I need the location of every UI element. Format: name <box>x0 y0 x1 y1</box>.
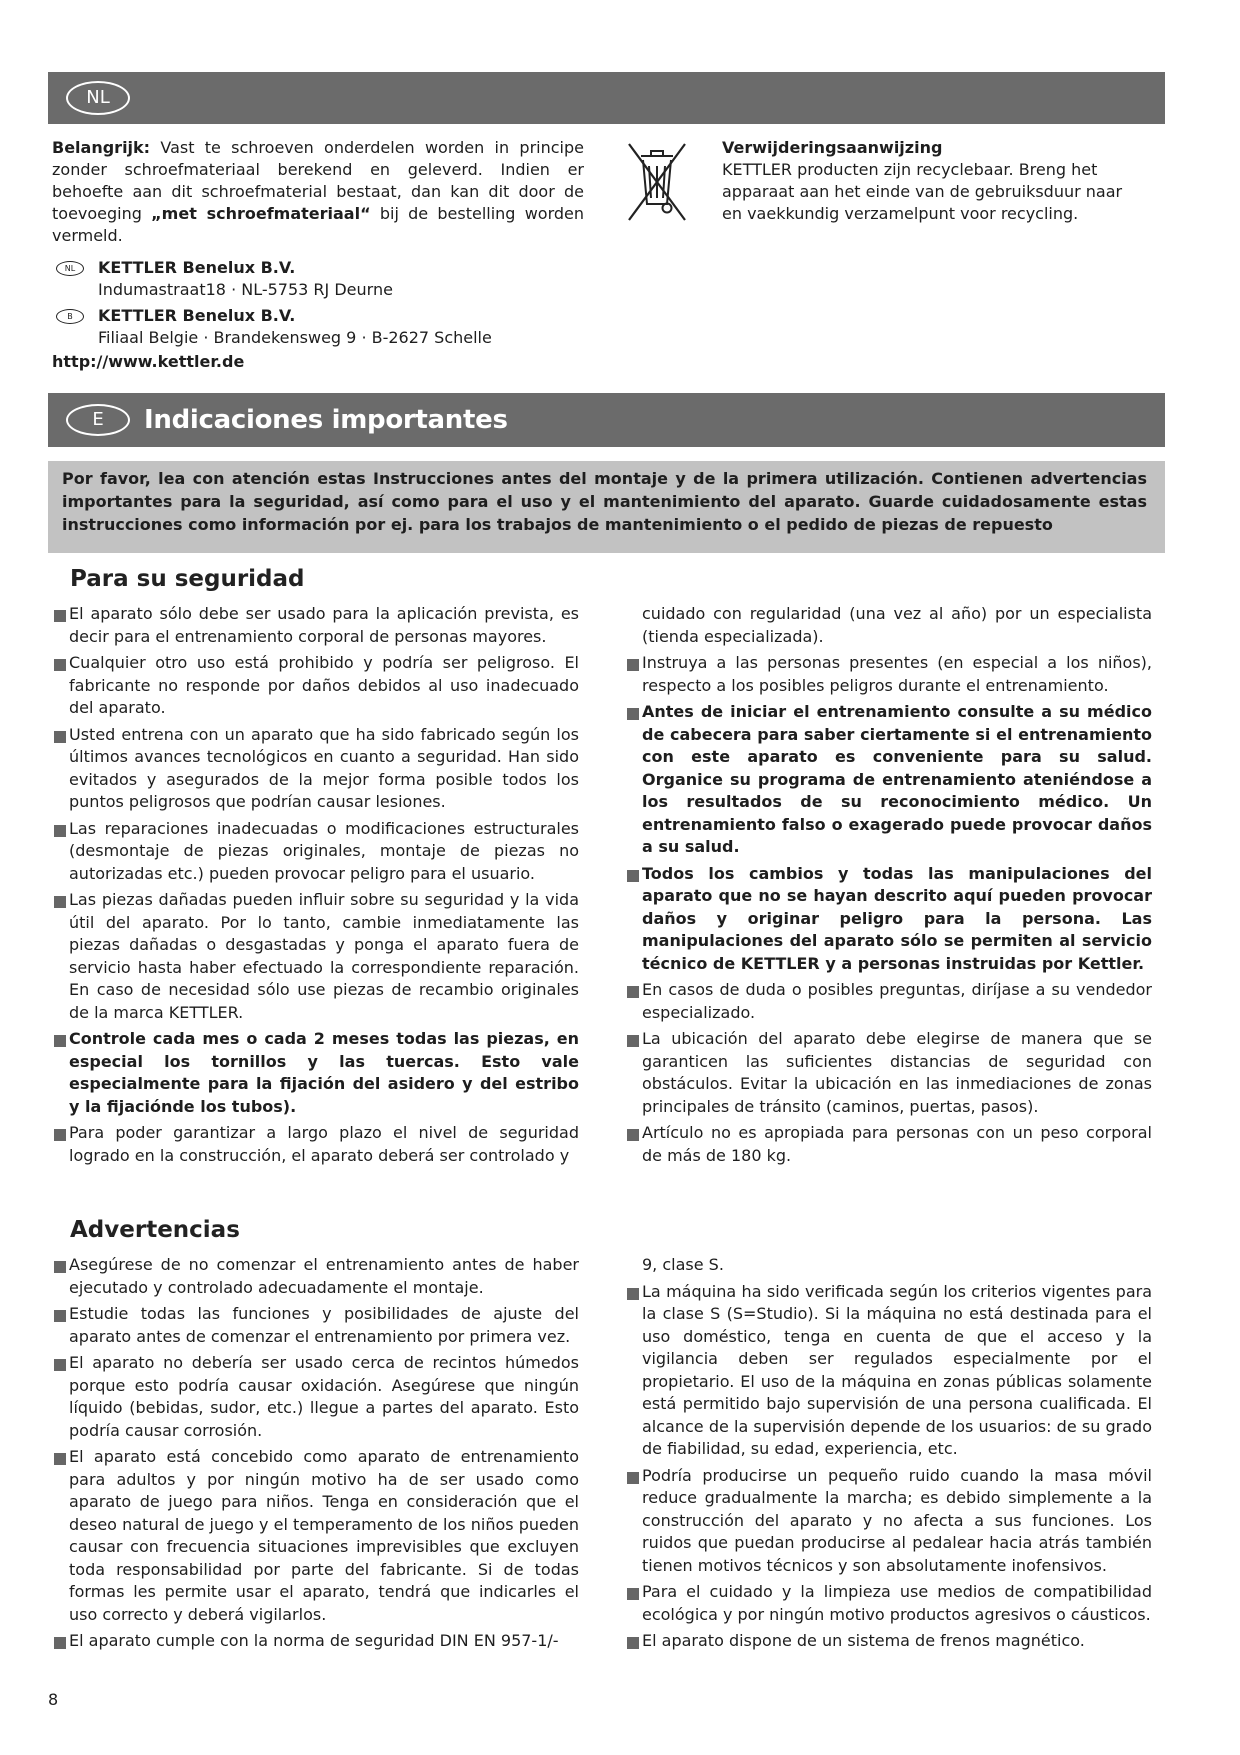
nl-important-label: Belangrijk: <box>52 138 151 157</box>
list-item: Para poder garantizar a largo plazo el nivel de seguridad logrado en la construcción, el aparato deberá ser controlado y <box>52 1122 579 1167</box>
list-item-continuation: cuidado con regularidad (una vez al año) por un especialista (tienda especializada). <box>642 604 1152 646</box>
company-name: KETTLER Benelux B.V. <box>98 258 296 277</box>
list-item: Las reparaciones inadecuadas o modificaciones estructurales (desmontaje de piezas originales, montaje de piezas no autorizadas etc.) pueden provocar peligro para el usuario. <box>52 818 579 886</box>
page-number: 8 <box>48 1690 59 1709</box>
warnings-heading: Advertencias <box>70 1217 240 1243</box>
nl-important-paragraph <box>52 137 584 247</box>
nl-important-text-2: bij de bestelling worden vermeld. <box>52 204 585 245</box>
warnings-left-column <box>52 1254 579 1657</box>
address-nl <box>52 257 584 301</box>
list-item: El aparato cumple con la norma de seguridad DIN EN 957-1/- <box>52 1630 579 1653</box>
company-address: Indumastraat18 · NL-5753 RJ Deurne <box>98 280 393 299</box>
nl-section-header <box>48 72 1165 124</box>
list-item: La máquina ha sido verificada según los criterios vigentes para la clase S (S=Studio). Si la máquina no está destinada para el uso doméstico, tenga en cuenta de que el acceso y la vigilancia deben ser regulados especialmente por el propietario. El uso de la máquina en zonas públicas solamente está permitido bajo supervisión de una persona cualificada. El alcance de la supervisión depende de los usuarios: de su grado de fiabilidad, su edad, experiencia, etc. <box>625 1281 1152 1461</box>
list-item: El aparato dispone de un sistema de frenos magnético. <box>625 1630 1152 1653</box>
list-item: Asegúrese de no comenzar el entrenamiento antes de haber ejecutado y controlado adecuadamente el montaje. <box>52 1254 579 1299</box>
country-badge-b: B <box>56 309 84 324</box>
company-address: Filiaal Belgie · Brandekensweg 9 · B-2627 Schelle <box>98 328 492 347</box>
es-intro-box: Por favor, lea con atención estas Instrucciones antes del montaje y de la primera utilización. Contienen advertencias importantes para la seguridad, así como para el uso y el mantenimiento del aparato. Guarde cuidadosamente estas instrucciones como información por ej. para los trabajos de mantenimiento o el pedido de piezas de repuesto <box>48 461 1165 553</box>
list-item: En casos de duda o posibles preguntas, diríjase a su vendedor especializado. <box>625 979 1152 1024</box>
safety-right-column <box>625 603 1152 1171</box>
warnings-right-column <box>625 1254 1152 1657</box>
list-item: Usted entrena con un aparato que ha sido fabricado según los últimos avances tecnológicos en cuanto a seguridad. Han sido evitados y asegurados de la mejor forma posible todos los puntos peligrosos que podrían causar lesiones. <box>52 724 579 814</box>
es-language-badge: E <box>66 404 130 436</box>
list-item: Controle cada mes o cada 2 meses todas las piezas, en especial los tornillos y las tuercas. Esto vale especialmente para la fijación del asidero y del estribo y la fijaciónde los tubos). <box>52 1028 579 1118</box>
crossed-out-bin-icon <box>627 138 687 224</box>
list-item: Todos los cambios y todas las manipulaciones del aparato que no se hayan descrito aquí pueden provocar daños y originar peligro para la persona. Las manipulaciones del aparato sólo se permiten al servicio técnico de KETTLER y a personas instruidas por Kettler. <box>625 863 1152 976</box>
list-item: Instruya a las personas presentes (en especial a los niños), respecto a los posibles peligros durante el entrenamiento. <box>625 652 1152 697</box>
list-item: Para el cuidado y la limpieza use medios de compatibilidad ecológica y por ningún motivo productos agresivos o cáusticos. <box>625 1581 1152 1626</box>
company-name: KETTLER Benelux B.V. <box>98 306 296 325</box>
country-badge-nl: NL <box>56 261 84 276</box>
list-item: Podría producirse un pequeño ruido cuando la masa móvil reduce gradualmente la marcha; es debido simplemente a la construcción del aparato y no afecta a sus funciones. Los ruidos que puedan producirse al pedalear hacia atrás también tienen motivos técnicos y son absolutamente inofensivos. <box>625 1465 1152 1578</box>
nl-important-text-1: Vast te schroeven onderdelen worden in principe zonder schroefmateriaal berekend en geleverd. Indien er behoefte aan dit schroefmaterial bestaat, dan kan dit door de toevoeging <box>52 138 584 223</box>
list-item: El aparato está concebido como aparato de entrenamiento para adultos y por ningún motivo ha de ser usado como aparato de juego para niños. Tenga en consideración que el deseo natural de juego y el temperamento de los niños pueden causar con frecuencia situaciones imprevisibles que excluyen toda responsabilidad por parte del fabricante. Si de todas formas les permite usar el aparato, tendrá que indicarles el uso correcto y deberá vigilarlos. <box>52 1446 579 1626</box>
website-link[interactable]: http://www.kettler.de <box>52 352 245 371</box>
nl-important-notice <box>52 137 584 373</box>
safety-left-column <box>52 603 579 1171</box>
list-item-continuation: 9, clase S. <box>642 1255 724 1274</box>
es-section-header <box>48 393 1165 447</box>
list-item: Antes de iniciar el entrenamiento consulte a su médico de cabecera para saber ciertamente si el entrenamiento con este aparato es conveniente para su salud. Organice su programa de entrenamiento ateniéndose a los resultados de su reconocimiento médico. Un entrenamiento falso o exagerado puede provocar daños a su salud. <box>625 701 1152 859</box>
disposal-title: Verwijderingsaanwijzing <box>722 138 943 157</box>
list-item: Artículo no es apropiada para personas con un peso corporal de más de 180 kg. <box>625 1122 1152 1167</box>
nl-disposal-notice <box>722 137 1142 225</box>
safety-heading: Para su seguridad <box>70 566 305 592</box>
es-section-title: Indicaciones importantes <box>144 405 508 435</box>
list-item: Cualquier otro uso está prohibido y podría ser peligroso. El fabricante no responde por daños debidos al uso inadecuado del aparato. <box>52 652 579 720</box>
list-item: Estudie todas las funciones y posibilidades de ajuste del aparato antes de comenzar el entrenamiento por primera vez. <box>52 1303 579 1348</box>
address-b <box>52 305 584 349</box>
nl-important-bold: „met schroefmateriaal“ <box>151 204 371 223</box>
nl-language-badge: NL <box>66 81 130 115</box>
nl-address-block <box>52 257 584 373</box>
list-item: El aparato no debería ser usado cerca de recintos húmedos porque esto podría causar oxidación. Asegúrese que ningún líquido (bebidas, sudor, etc.) llegue a partes del aparato. Esto podría causar corrosión. <box>52 1352 579 1442</box>
disposal-text: KETTLER producten zijn recyclebaar. Breng het apparaat aan het einde van de gebruiksduur naar en vaekkundig verzamelpunt voor recycling. <box>722 160 1123 223</box>
list-item: El aparato sólo debe ser usado para la aplicación prevista, es decir para el entrenamiento corporal de personas mayores. <box>52 603 579 648</box>
list-item: Las piezas dañadas pueden influir sobre su seguridad y la vida útil del aparato. Por lo tanto, cambie inmediatamente las piezas dañadas o desgastadas y ponga el aparato fuera de servicio hasta haber efectuado la correspondiente reparación. En caso de necesidad sólo use piezas de recambio originales de la marca KETTLER. <box>52 889 579 1024</box>
list-item: La ubicación del aparato debe elegirse de manera que se garanticen las suficientes distancias de seguridad con obstáculos. Evitar la ubicación en las inmediaciones de zonas principales de tránsito (caminos, puertas, pasos). <box>625 1028 1152 1118</box>
